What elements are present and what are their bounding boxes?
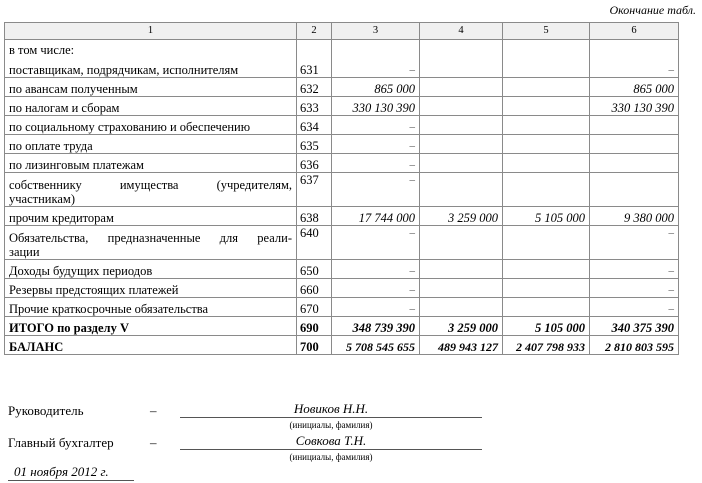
cell-col6: 2 810 803 595 bbox=[590, 336, 679, 355]
head-hint: (инициалы, фамилия) bbox=[289, 420, 373, 430]
cell-col3: 348 739 390 bbox=[332, 317, 420, 336]
header-cell: 1 bbox=[5, 23, 297, 40]
cell-col4 bbox=[420, 135, 503, 154]
row-code: 690 bbox=[297, 317, 332, 336]
table-row bbox=[5, 173, 679, 207]
row-label: по налогам и сборам bbox=[5, 97, 297, 116]
table-row bbox=[5, 97, 679, 116]
cell-col6 bbox=[590, 154, 679, 173]
row-code: 660 bbox=[297, 279, 332, 298]
cell-col3: 330 130 390 bbox=[332, 97, 420, 116]
cell-col5 bbox=[503, 135, 590, 154]
table-row bbox=[5, 78, 679, 97]
row-code: 635 bbox=[297, 135, 332, 154]
row-code: 700 bbox=[297, 336, 332, 355]
cell-col6: – bbox=[590, 298, 679, 317]
table-row bbox=[5, 116, 679, 135]
cell-col3: – bbox=[332, 173, 420, 207]
cell-col3: 865 000 bbox=[332, 78, 420, 97]
cell-col3: – bbox=[332, 116, 420, 135]
cell-col4: 3 259 000 bbox=[420, 317, 503, 336]
row-code: 640 bbox=[297, 226, 332, 260]
row-label: по лизинговым платежам bbox=[5, 154, 297, 173]
head-signature-line bbox=[180, 417, 482, 418]
head-name: Новиков Н.Н. bbox=[293, 401, 369, 416]
cell-col3: – bbox=[332, 298, 420, 317]
row-code: 650 bbox=[297, 260, 332, 279]
cell-col4 bbox=[420, 173, 503, 207]
row-label bbox=[5, 173, 297, 207]
cell-col3: – bbox=[332, 40, 420, 78]
cell-col4 bbox=[420, 78, 503, 97]
table-row-balance bbox=[5, 336, 679, 355]
row-label-line: в том числе: bbox=[9, 43, 75, 57]
row-label-line: поставщикам, подрядчикам, исполнителям bbox=[9, 63, 239, 77]
table-row bbox=[5, 279, 679, 298]
cell-col3: 5 708 545 655 bbox=[332, 336, 420, 355]
row-label bbox=[5, 226, 297, 260]
row-label: по оплате труда bbox=[5, 135, 297, 154]
header-cell: 6 bbox=[590, 23, 679, 40]
cell-col6: – bbox=[590, 279, 679, 298]
date-line bbox=[8, 480, 134, 481]
cell-col6: – bbox=[590, 40, 679, 78]
header-row bbox=[5, 23, 679, 40]
row-label: по авансам полученным bbox=[5, 78, 297, 97]
cell-col4 bbox=[420, 40, 503, 78]
cell-col5 bbox=[503, 97, 590, 116]
table-caption: Окончание табл. bbox=[609, 3, 696, 17]
row-label: Доходы будущих периодов bbox=[5, 260, 297, 279]
cell-col4 bbox=[420, 226, 503, 260]
header-cell: 5 bbox=[503, 23, 590, 40]
row-code: 637 bbox=[297, 173, 332, 207]
cell-col4: 3 259 000 bbox=[420, 207, 503, 226]
row-label-line: участникам) bbox=[9, 192, 75, 206]
row-label-line: Обязательства, предназначенные для реали- bbox=[9, 231, 292, 245]
row-label: по социальному страхованию и обеспечению bbox=[5, 116, 297, 135]
cell-col5 bbox=[503, 154, 590, 173]
cell-col5 bbox=[503, 260, 590, 279]
row-code: 638 bbox=[297, 207, 332, 226]
accountant-name: Совкова Т.Н. bbox=[295, 433, 367, 448]
cell-col6: – bbox=[590, 226, 679, 260]
cell-col4 bbox=[420, 154, 503, 173]
cell-col5: 5 105 000 bbox=[503, 317, 590, 336]
signature-date: 01 ноября 2012 г. bbox=[14, 464, 109, 479]
cell-col6: 330 130 390 bbox=[590, 97, 679, 116]
cell-col5: 5 105 000 bbox=[503, 207, 590, 226]
head-dash: – bbox=[150, 403, 157, 418]
row-code: 633 bbox=[297, 97, 332, 116]
row-label bbox=[5, 40, 297, 78]
cell-col6 bbox=[590, 135, 679, 154]
header-cell: 3 bbox=[332, 23, 420, 40]
header-cell: 4 bbox=[420, 23, 503, 40]
cell-col3: – bbox=[332, 154, 420, 173]
cell-col5 bbox=[503, 226, 590, 260]
cell-col6: 9 380 000 bbox=[590, 207, 679, 226]
cell-col5 bbox=[503, 298, 590, 317]
cell-col5 bbox=[503, 116, 590, 135]
table-row bbox=[5, 154, 679, 173]
cell-col6 bbox=[590, 116, 679, 135]
table-row bbox=[5, 226, 679, 260]
cell-col5 bbox=[503, 40, 590, 78]
row-code: 632 bbox=[297, 78, 332, 97]
cell-col3: – bbox=[332, 260, 420, 279]
row-code: 636 bbox=[297, 154, 332, 173]
cell-col6: 340 375 390 bbox=[590, 317, 679, 336]
balance-table bbox=[4, 22, 679, 355]
cell-col4 bbox=[420, 116, 503, 135]
accountant-label: Главный бухгалтер bbox=[8, 435, 114, 450]
cell-col5 bbox=[503, 279, 590, 298]
row-code: 670 bbox=[297, 298, 332, 317]
table-row bbox=[5, 298, 679, 317]
cell-col3: – bbox=[332, 226, 420, 260]
cell-col3: – bbox=[332, 279, 420, 298]
accountant-hint: (инициалы, фамилия) bbox=[289, 452, 373, 462]
table-row bbox=[5, 135, 679, 154]
table-row bbox=[5, 207, 679, 226]
accountant-dash: – bbox=[150, 435, 157, 450]
row-label: БАЛАНС bbox=[5, 336, 297, 355]
header-cell: 2 bbox=[297, 23, 332, 40]
cell-col6: – bbox=[590, 260, 679, 279]
table-row bbox=[5, 40, 679, 78]
cell-col4: 489 943 127 bbox=[420, 336, 503, 355]
row-code: 631 bbox=[297, 40, 332, 78]
cell-col4 bbox=[420, 97, 503, 116]
cell-col5 bbox=[503, 78, 590, 97]
cell-col5: 2 407 798 933 bbox=[503, 336, 590, 355]
table-row-total bbox=[5, 317, 679, 336]
cell-col3: 17 744 000 bbox=[332, 207, 420, 226]
row-label-line: собственнику имущества (учредителям, bbox=[9, 178, 292, 192]
cell-col6: 865 000 bbox=[590, 78, 679, 97]
cell-col3: – bbox=[332, 135, 420, 154]
table-row bbox=[5, 260, 679, 279]
cell-col4 bbox=[420, 298, 503, 317]
accountant-signature-line bbox=[180, 449, 482, 450]
cell-col6 bbox=[590, 173, 679, 207]
cell-col4 bbox=[420, 260, 503, 279]
row-label-line: зации bbox=[9, 245, 40, 259]
cell-col5 bbox=[503, 173, 590, 207]
row-code: 634 bbox=[297, 116, 332, 135]
head-label: Руководитель bbox=[8, 403, 84, 418]
row-label: Резервы предстоящих платежей bbox=[5, 279, 297, 298]
row-label: прочим кредиторам bbox=[5, 207, 297, 226]
row-label: ИТОГО по разделу V bbox=[5, 317, 297, 336]
cell-col4 bbox=[420, 279, 503, 298]
row-label: Прочие краткосрочные обязательства bbox=[5, 298, 297, 317]
